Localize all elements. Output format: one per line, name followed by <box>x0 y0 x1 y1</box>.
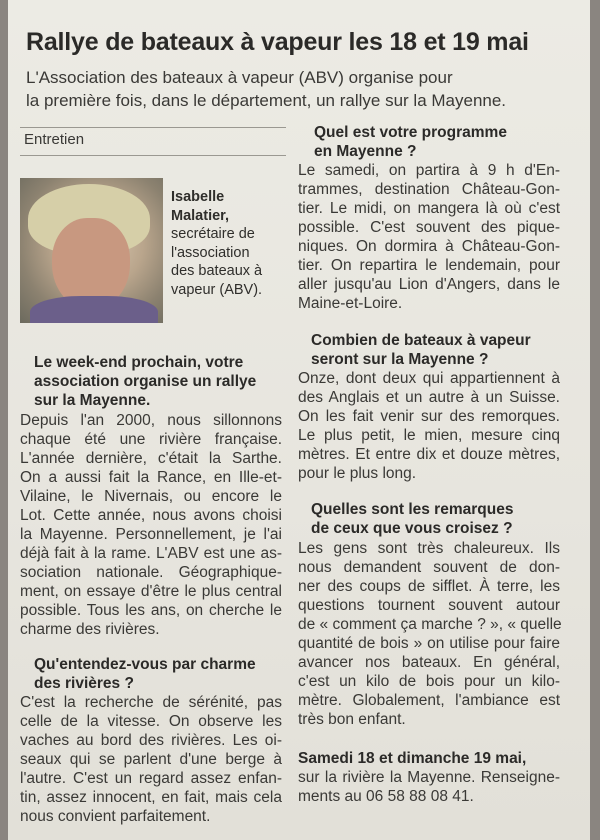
caption-line: secrétaire de <box>171 226 255 243</box>
answer-line: chaque été une rivière française. <box>20 431 282 448</box>
answer-line: mètre. Globalement, l'ambiance est <box>298 692 560 709</box>
answer-line: On a aussi fait la Rance, en Ille-et- <box>20 469 282 486</box>
answer-line: Vilaine, le Nivernais, ou encore le <box>20 488 282 505</box>
intro-line: la première fois, dans le département, un rallye sur la Mayenne. <box>26 91 507 110</box>
question-line: des rivières ? <box>34 675 134 692</box>
answer-line: tier. Le midi, on mangera là où c'est <box>298 200 560 217</box>
answer-line: la Mayenne. Personnellement, je l'ai <box>20 526 282 543</box>
answer-line: niques. On dormira à Château-Gon- <box>298 238 560 255</box>
answer-line: nous convient parfaitement. <box>20 808 211 825</box>
answer-line: trammes, destination Château-Gon- <box>298 181 560 198</box>
rubric-label: Entretien <box>24 131 85 148</box>
answer-4 <box>298 369 560 483</box>
event-info <box>298 749 560 806</box>
question-3 <box>314 123 574 161</box>
question-line: sur la Mayenne. <box>34 392 151 409</box>
question-line: seront sur la Mayenne ? <box>311 351 489 368</box>
answer-line: quantité de bois » on utilise pour faire <box>298 635 560 652</box>
newspaper-clipping <box>8 0 590 840</box>
rubric-bottom-rule <box>20 155 286 156</box>
answer-line: mètres. Et entre dix et douze mètres, <box>298 446 560 463</box>
question-line: en Mayenne ? <box>314 143 417 160</box>
answer-line: aller jusqu'au Lion d'Angers, dans le <box>298 276 560 293</box>
caption-line: des bateaux à <box>171 263 263 280</box>
answer-line: C'est la recherche de sérénité, pas <box>20 694 282 711</box>
rubric-top-rule <box>20 127 286 128</box>
question-line: association organise un rallye <box>34 373 257 390</box>
answer-line: pour le plus long. <box>298 465 417 482</box>
portrait-photo <box>20 178 163 323</box>
answer-1 <box>20 411 282 639</box>
answer-line: vaches au bord des rivières. Les oi- <box>20 732 282 749</box>
answer-2 <box>20 693 282 826</box>
answer-line: des Anglais et un autre à un Suisse. <box>298 389 560 406</box>
answer-5 <box>298 539 560 729</box>
answer-line: c'est un kilo de bois pour un kilo- <box>298 673 560 690</box>
portrait-shirt <box>30 296 158 323</box>
photo-caption <box>171 188 281 300</box>
answer-line: questions tournent souvent autour <box>298 597 560 614</box>
answer-line: Maine-et-Loire. <box>298 295 403 312</box>
answer-line: tin, assez innocent, en fait, mais cela <box>20 789 282 806</box>
answer-line: nous demandent souvent de don- <box>298 559 560 576</box>
answer-line: déjà fait à la rame. L'ABV est une as- <box>20 545 282 562</box>
answer-line: ment, on essaye d'être le plus central <box>20 583 282 600</box>
event-dates: Samedi 18 et dimanche 19 mai, <box>298 750 527 767</box>
answer-line: Les gens sont très chaleureux. Ils <box>298 540 560 557</box>
question-line: Quel est votre programme <box>314 124 507 141</box>
answer-line: L'année dernière, c'était la Sarthe. <box>20 450 282 467</box>
answer-line: On les fait venir sur des remorques. <box>298 408 560 425</box>
question-line: Combien de bateaux à vapeur <box>311 332 531 349</box>
answer-line: l'autre. C'est un regard assez enfan- <box>20 770 282 787</box>
answer-line: seaux qui se parlent d'une berge à <box>20 751 282 768</box>
question-1 <box>34 353 284 410</box>
question-line: Qu'entendez-vous par charme <box>34 656 256 673</box>
answer-line: sociation nationale. Géographique- <box>20 564 282 581</box>
answer-line: de « comment ça marche ? », « quelle <box>298 616 562 633</box>
answer-line: Lot. Cette année, nous avons choisi <box>20 507 282 524</box>
question-line: de ceux que vous croisez ? <box>311 520 513 537</box>
event-info-line: ments au 06 58 88 08 41. <box>298 788 474 805</box>
answer-line: Depuis l'an 2000, nous sillonnons <box>20 412 282 429</box>
answer-line: possible. C'est souvent des pique- <box>298 219 560 236</box>
answer-line: Onze, dont deux qui appartiennent à <box>298 370 560 387</box>
answer-line: celle de la vitesse. On observe les <box>20 713 282 730</box>
intro-line: L'Association des bateaux à vapeur (ABV) organise pour <box>26 68 453 87</box>
question-5 <box>311 500 571 538</box>
caption-name: Malatier, <box>171 207 230 224</box>
caption-line: l'association <box>171 244 250 261</box>
article-intro <box>26 66 586 112</box>
answer-line: Le plus petit, le mien, mesure cinq <box>298 427 560 444</box>
answer-3 <box>298 161 560 313</box>
event-info-line: sur la rivière la Mayenne. Renseigne- <box>298 769 560 786</box>
question-line: Quelles sont les remarques <box>311 501 514 518</box>
answer-line: avancer nos bateaux. En général, <box>298 654 560 671</box>
answer-line: possible. Tous les ans, on cherche le <box>20 602 282 619</box>
answer-line: ner des coups de sifflet. À terre, les <box>298 578 560 595</box>
answer-line: Le samedi, on partira à 9 h d'En- <box>298 162 560 179</box>
answer-line: charme des rivières. <box>20 621 160 638</box>
article-headline: Rallye de bateaux à vapeur les 18 et 19 mai <box>26 28 529 56</box>
question-2 <box>34 655 284 693</box>
caption-name: Isabelle <box>171 189 225 205</box>
question-4 <box>311 331 571 369</box>
answer-line: tier. On repartira le lendemain, pour <box>298 257 560 274</box>
answer-line: très bon enfant. <box>298 711 406 728</box>
caption-line: vapeur (ABV). <box>171 281 263 298</box>
question-line: Le week-end prochain, votre <box>34 354 244 371</box>
